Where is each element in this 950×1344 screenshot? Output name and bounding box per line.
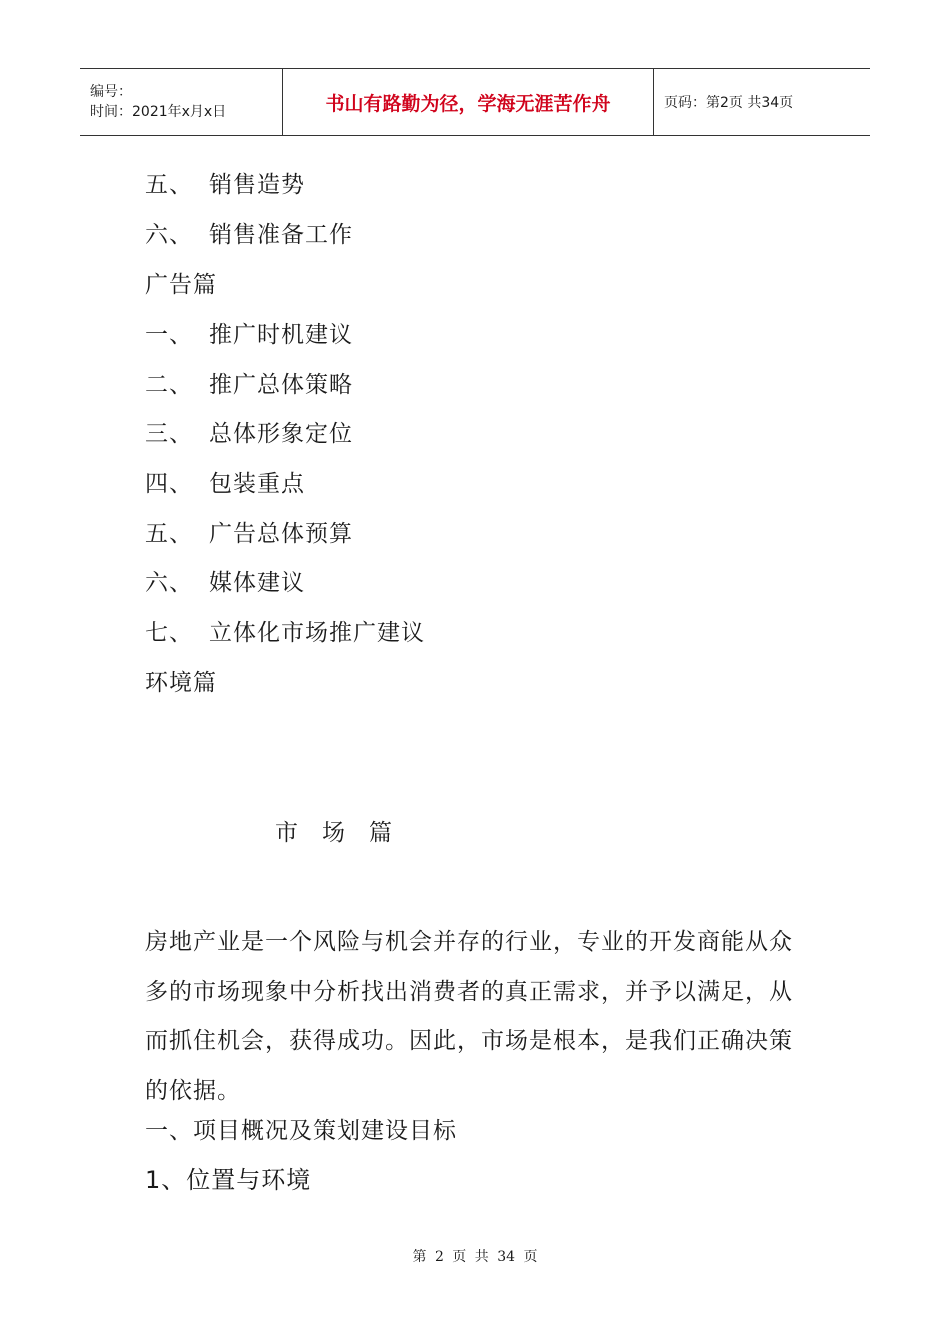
outline-item: [145, 568, 305, 598]
outline-num: 五、: [145, 521, 193, 547]
outline-num: 六、: [145, 222, 193, 248]
section-title-char: 篇: [369, 820, 392, 846]
outline-item: [145, 618, 425, 648]
header-page-info: [654, 69, 870, 135]
number-label: 编号：: [90, 84, 132, 100]
outline-num: 七、: [145, 620, 193, 646]
heading-level-1: 一、项目概况及策划建设目标: [145, 1118, 457, 1144]
motto-text: 书山有路勤为径，学海无涯苦作舟: [325, 92, 611, 115]
outline-text: 媒体建议: [209, 570, 305, 596]
outline-item: [145, 320, 353, 350]
page-header: [80, 68, 870, 136]
outline-num: 六、: [145, 570, 193, 596]
outline-num: 二、: [145, 372, 193, 398]
outline-section-heading: [145, 668, 217, 698]
outline-num: 五、: [145, 172, 193, 198]
outline-text: 包装重点: [209, 471, 305, 497]
outline-text: 销售准备工作: [209, 222, 353, 248]
outline-text: 总体形象定位: [209, 421, 353, 447]
outline-item: [145, 469, 305, 499]
outline-text: 立体化市场推广建议: [209, 620, 425, 646]
outline-item: [145, 370, 353, 400]
intro-paragraph: 房地产业是一个风险与机会并存的行业，专业的开发商能从众多的市场现象中分析找出消费者的真正需求，并予以满足，从而抓住机会，获得成功。因此，市场是根本，是我们正确决策的依据。: [145, 929, 793, 1104]
header-motto: [282, 69, 654, 135]
outline-text: 环境篇: [145, 670, 217, 696]
outline-text: 推广时机建议: [209, 322, 353, 348]
section-title-char: 市: [275, 820, 298, 846]
outline-num: 四、: [145, 471, 193, 497]
outline-text: 广告总体预算: [209, 521, 353, 547]
outline-section-heading: [145, 270, 217, 300]
page-info-text: 页码：第2页 共34页: [664, 95, 794, 111]
outline-item: [145, 170, 305, 200]
page-footer: 第 2 页 共 34 页: [412, 1249, 538, 1265]
outline-item: [145, 220, 353, 250]
header-meta: [80, 69, 282, 135]
outline-item: [145, 419, 353, 449]
outline-text: 推广总体策略: [209, 372, 353, 398]
outline-num: 三、: [145, 421, 193, 447]
heading-level-2: 1、位置与环境: [145, 1166, 312, 1194]
time-label: 时间：2021年x月x日: [90, 104, 227, 120]
section-title-char: 场: [322, 820, 345, 846]
outline-text: 广告篇: [145, 272, 217, 298]
outline-item: [145, 519, 353, 549]
outline-text: 销售造势: [209, 172, 305, 198]
outline-num: 一、: [145, 322, 193, 348]
section-title: [275, 818, 416, 848]
